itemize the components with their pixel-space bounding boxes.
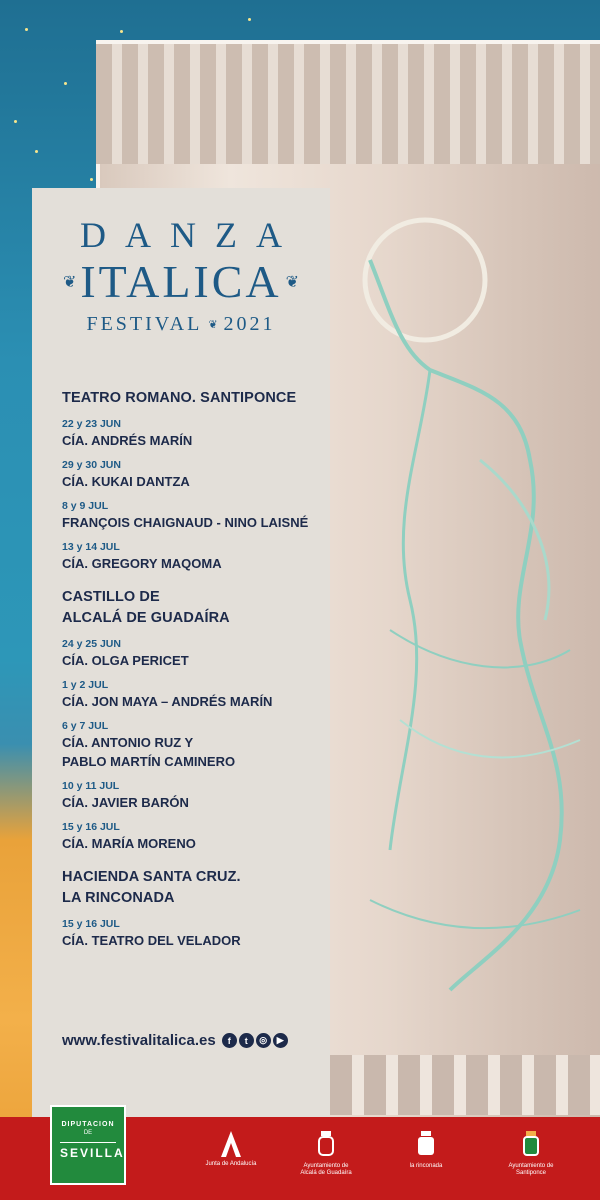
event-item <box>62 540 322 573</box>
event-date: 24 y 25 JUN <box>62 638 121 650</box>
venue-name: HACIENDA SANTA CRUZ. LA RINCONADA <box>62 869 241 906</box>
venue-name: CASTILLO DE ALCALÁ DE GUADAÍRA <box>62 589 230 626</box>
event-date: 29 y 30 JUN <box>62 459 121 471</box>
sponsor-junta <box>196 1129 266 1168</box>
web-and-social <box>62 1032 290 1049</box>
venue-block <box>62 867 322 950</box>
event-date: 22 y 23 JUN <box>62 418 121 430</box>
alcala-crest-icon <box>316 1129 336 1161</box>
sponsor-rinconada <box>392 1129 460 1170</box>
event-company: CÍA. MARÍA MORENO <box>62 836 196 851</box>
diputacion-de: DE <box>83 1130 93 1136</box>
event-date: 15 y 16 JUL <box>62 821 120 833</box>
event-item <box>62 499 322 532</box>
venue-name: TEATRO ROMANO. SANTIPONCE <box>62 390 297 406</box>
event-company: FRANÇOIS CHAIGNAUD - NINO LAISNÉ <box>62 515 309 530</box>
event-company: CÍA. KUKAI DANTZA <box>62 474 190 489</box>
event-company: CÍA. JAVIER BARÓN <box>62 795 189 810</box>
event-item <box>62 719 322 771</box>
sponsor-label: la rinconada <box>409 1163 443 1169</box>
program-panel <box>32 188 330 1118</box>
festival-logo <box>32 215 330 336</box>
sponsor-alcala <box>296 1129 356 1177</box>
column-base <box>330 1055 600 1115</box>
event-company: CÍA. JON MAYA – ANDRÉS MARÍN <box>62 694 273 709</box>
event-date: 10 y 11 JUL <box>62 780 120 792</box>
event-company: CÍA. ANTONIO RUZ Y PABLO MARTÍN CAMINERO <box>62 735 236 769</box>
event-item <box>62 678 322 711</box>
event-item <box>62 820 322 853</box>
event-company: CÍA. GREGORY MAQOMA <box>62 556 222 571</box>
sponsor-santiponce <box>500 1129 562 1177</box>
venue-block <box>62 388 322 573</box>
event-date: 13 y 14 JUL <box>62 541 120 553</box>
event-date: 15 y 16 JUL <box>62 918 120 930</box>
dancer-figure-illustration <box>330 200 600 1020</box>
event-item <box>62 917 322 950</box>
santiponce-crest-icon <box>521 1129 541 1161</box>
ornament-right-icon: ❦ <box>285 274 300 291</box>
ornament-left-icon: ❦ <box>62 274 77 291</box>
junta-andalucia-logo <box>219 1129 243 1159</box>
venue-block <box>62 587 322 853</box>
program-list <box>62 388 322 964</box>
twitter-icon[interactable]: t <box>239 1033 254 1048</box>
event-item <box>62 417 322 450</box>
diputacion-name: SEVILLA <box>60 1142 116 1160</box>
column-capital <box>96 40 600 164</box>
event-item <box>62 779 322 812</box>
event-date: 8 y 9 JUL <box>62 500 109 512</box>
website-link[interactable]: www.festivalitalica.es <box>62 1032 216 1049</box>
ornament-small-icon: ❦ <box>208 319 218 331</box>
event-company: CÍA. TEATRO DEL VELADOR <box>62 933 241 948</box>
event-company: CÍA. OLGA PERICET <box>62 653 189 668</box>
sponsor-footer <box>0 1117 600 1200</box>
logo-festival: FESTIVAL <box>86 313 203 335</box>
event-item <box>62 458 322 491</box>
logo-italica: ITALICA <box>80 256 282 307</box>
event-date: 6 y 7 JUL <box>62 720 109 732</box>
diputacion-sevilla-logo <box>50 1105 126 1185</box>
event-company: CÍA. ANDRÉS MARÍN <box>62 433 193 448</box>
instagram-icon[interactable]: ◎ <box>256 1033 271 1048</box>
youtube-icon[interactable]: ▶ <box>273 1033 288 1048</box>
sponsor-label: Ayuntamiento de Alcalá de Guadaíra <box>300 1163 352 1176</box>
event-item <box>62 637 322 670</box>
diputacion-label: DIPUTACION <box>61 1121 115 1128</box>
logo-danza: DANZA <box>80 215 301 255</box>
sponsor-label: Junta de Andalucía <box>205 1161 257 1167</box>
rinconada-crest-icon <box>415 1129 437 1161</box>
facebook-icon[interactable]: f <box>222 1033 237 1048</box>
event-date: 1 y 2 JUL <box>62 679 109 691</box>
sponsor-label: Ayuntamiento de Santiponce <box>508 1163 554 1176</box>
logo-year: 2021 <box>223 313 276 335</box>
